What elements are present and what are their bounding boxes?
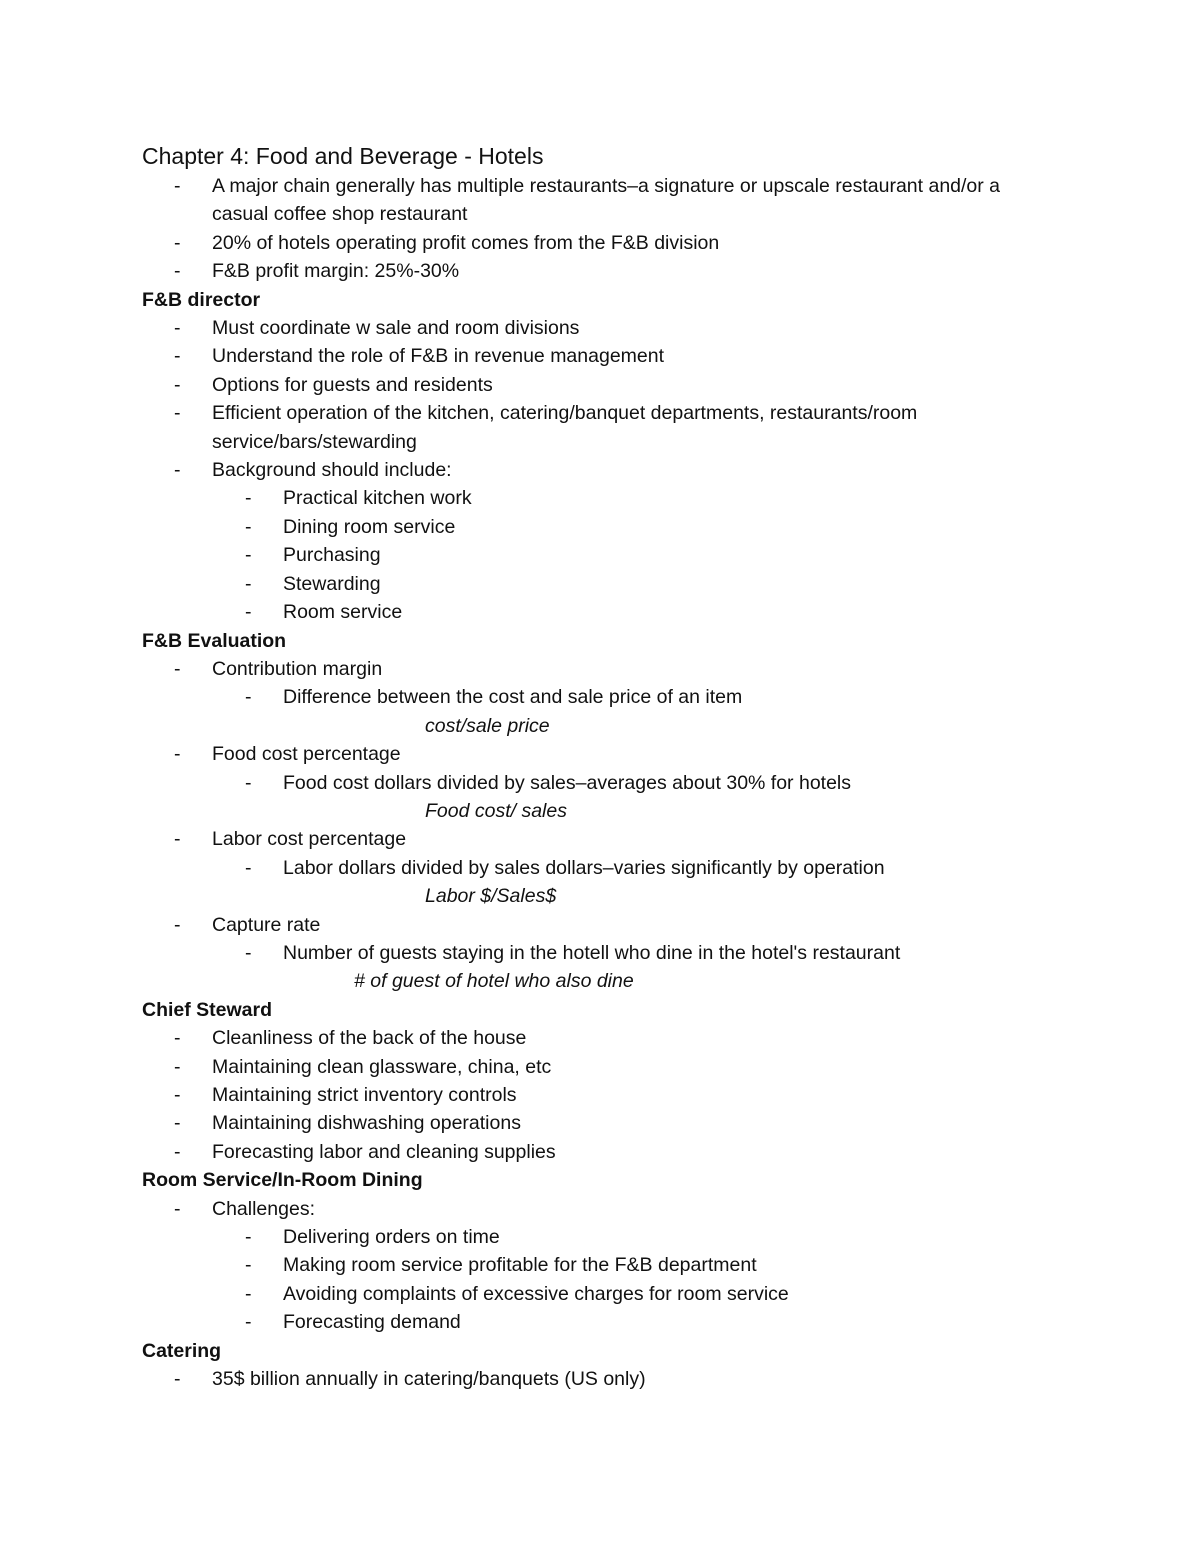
sub-list-item: - Dining room service (142, 513, 1042, 541)
formula-text: cost/sale price (425, 714, 550, 737)
bullet-dash: - (174, 345, 181, 368)
section-heading-fb-evaluation: F&B Evaluation (142, 629, 287, 652)
bullet-dash: - (245, 1254, 252, 1277)
sub-list-item: - Room service (142, 598, 1042, 626)
list-item: - Must coordinate w sale and room divisions (142, 314, 1042, 342)
bullet-dash: - (174, 402, 181, 425)
page-title: Chapter 4: Food and Beverage - Hotels (142, 143, 544, 169)
list-item: - Maintaining dishwashing operations (142, 1109, 1042, 1137)
list-item: - Challenges: (142, 1195, 1042, 1223)
bullet-dash: - (174, 1368, 181, 1391)
sub-list-item: - Stewarding (142, 570, 1042, 598)
bullet-dash: - (174, 828, 181, 851)
list-item: - Cleanliness of the back of the house (142, 1024, 1042, 1052)
bullet-dash: - (245, 1311, 252, 1334)
catering-list (142, 1365, 1042, 1393)
bullet-dash: - (174, 1055, 181, 1078)
sub-list-item: - Number of guests staying in the hotell who dine in the hotel's restaurant (142, 939, 1042, 967)
bullet-dash: - (245, 771, 252, 794)
list-item: - Contribution margin (142, 655, 1042, 683)
bullet-dash: - (174, 1084, 181, 1106)
bullet-dash: - (245, 1282, 252, 1305)
bullet-dash: - (174, 231, 181, 254)
bullet-dash: - (174, 175, 181, 197)
list-item: - Options for guests and residents (142, 371, 1042, 399)
bullet-dash: - (174, 1197, 181, 1220)
section-heading-room-service: Room Service/In-Room Dining (142, 1169, 423, 1192)
bullet-dash: - (174, 743, 181, 766)
bullet-dash: - (174, 913, 181, 936)
room-service-list (142, 1195, 1042, 1337)
list-item: - Forecasting labor and cleaning supplies (142, 1138, 1042, 1166)
bullet-dash: - (174, 657, 181, 680)
list-item: - Efficient operation of the kitchen, catering/banquet departments, restaurants/room service/bars/stewarding (142, 399, 1042, 456)
bullet-dash: - (174, 459, 181, 482)
bullet-dash: - (174, 1112, 181, 1135)
bullet-dash: - (245, 686, 252, 709)
bullet-dash: - (174, 1140, 181, 1163)
bullet-dash: - (174, 373, 181, 396)
bullet-dash: - (174, 1027, 181, 1050)
formula-text: Food cost/ sales (425, 799, 567, 822)
bullet-dash: - (174, 317, 181, 340)
list-item: - Food cost percentage (142, 740, 1042, 768)
fb-director-list (142, 314, 1042, 626)
bullet-dash: - (245, 941, 252, 964)
list-item: - Capture rate (142, 911, 1042, 939)
sub-list-item: - Difference between the cost and sale price of an item (142, 683, 1042, 711)
sub-list-item: - Purchasing (142, 541, 1042, 569)
sub-list-item: - Labor dollars divided by sales dollars–varies significantly by operation (142, 854, 1042, 882)
section-heading-chief-steward: Chief Steward (142, 998, 273, 1021)
list-item: - Maintaining clean glassware, china, etc (142, 1053, 1042, 1081)
list-item: - 35$ billion annually in catering/banquets (US only) (142, 1365, 1042, 1393)
bullet-dash: - (174, 260, 181, 283)
sub-list-item: - Avoiding complaints of excessive charges for room service (142, 1280, 1042, 1308)
document-page (142, 140, 1042, 1393)
intro-list (142, 172, 1042, 286)
fb-evaluation-list (142, 655, 1042, 996)
section-heading-catering: Catering (142, 1339, 222, 1362)
bullet-dash: - (245, 515, 252, 538)
list-item: - Maintaining strict inventory controls (142, 1081, 1042, 1109)
formula-text: Labor $/Sales$ (425, 885, 557, 908)
sub-list-item: - Making room service profitable for the F&B department (142, 1251, 1042, 1279)
sub-list-item: - Food cost dollars divided by sales–averages about 30% for hotels (142, 769, 1042, 797)
formula-text: # of guest of hotel who also dine (354, 970, 634, 993)
sub-list-item: - Delivering orders on time (142, 1223, 1042, 1251)
list-item: - 20% of hotels operating profit comes from the F&B division (142, 229, 1042, 257)
list-item: - Background should include: (142, 456, 1042, 484)
list-item: - Labor cost percentage (142, 825, 1042, 853)
bullet-dash: - (245, 487, 252, 510)
list-item: - F&B profit margin: 25%-30% (142, 257, 1042, 285)
chief-steward-list (142, 1024, 1042, 1166)
bullet-dash: - (245, 572, 252, 595)
list-item: - A major chain generally has multiple restaurants–a signature or upscale restaurant and/or a casual coffee shop restaurant (142, 172, 1042, 229)
bullet-dash: - (245, 856, 252, 879)
bullet-dash: - (245, 1226, 252, 1249)
sub-list-item: - Forecasting demand (142, 1308, 1042, 1336)
bullet-dash: - (245, 544, 252, 567)
list-item: - Understand the role of F&B in revenue management (142, 342, 1042, 370)
section-heading-fb-director: F&B director (142, 288, 261, 311)
bullet-dash: - (245, 601, 252, 624)
sub-list-item: - Practical kitchen work (142, 484, 1042, 512)
